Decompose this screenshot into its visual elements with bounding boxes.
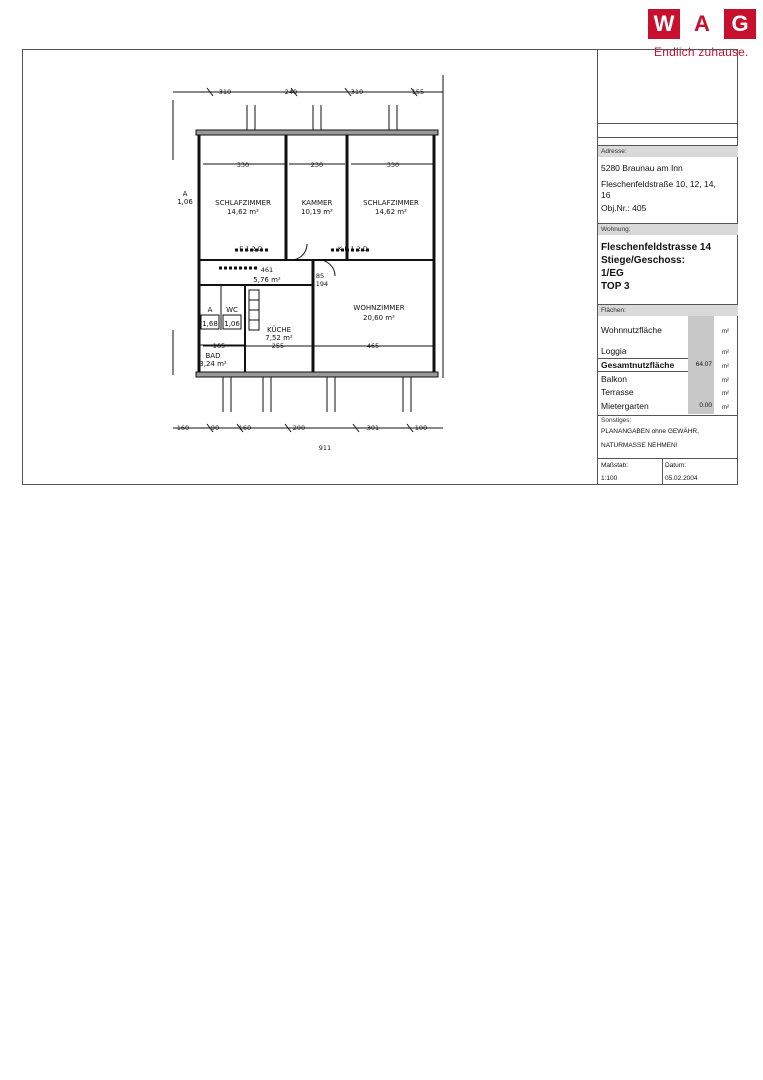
- apartment-stair-label: Stiege/Geschoss:: [601, 255, 685, 266]
- apartment-floor: 1/EG: [601, 268, 624, 279]
- dim-room-3: 330: [386, 161, 400, 169]
- room-wohnzimmer-name: WOHNZIMMER: [353, 304, 405, 312]
- notes-header: Sonstiges:: [601, 417, 632, 424]
- area-row-terrasse: Terrasse m²: [601, 387, 729, 397]
- area-row-loggia: Loggia m²: [601, 346, 729, 356]
- info-panel: [597, 50, 737, 484]
- room-abstell-area: 1,68: [202, 320, 218, 328]
- logo-letter-g: G: [724, 9, 756, 39]
- divider: [598, 123, 738, 124]
- dim-top-4: 155: [411, 88, 425, 96]
- dim-bottom-5: 301: [366, 424, 380, 432]
- dim-wohn: 465: [366, 342, 380, 350]
- dim-top-2: 240: [284, 88, 298, 96]
- dim-85: 85: [315, 272, 325, 280]
- room-bad-area: 3,24 m²: [199, 360, 227, 368]
- room-schlafzimmer-2-name: SCHLAFZIMMER: [363, 199, 419, 207]
- divider: [598, 415, 738, 416]
- divider: [598, 371, 688, 372]
- dim-bottom-2: 90: [210, 424, 220, 432]
- room-vorraum-area: 5,76 m²: [253, 276, 281, 284]
- areas-header: Flächen:: [598, 304, 738, 316]
- address-city: 5280 Braunau am Inn: [601, 163, 683, 173]
- label-radiator-2: K E 1 2 D: [338, 245, 368, 253]
- room-bad-name: BAD: [205, 352, 221, 360]
- area-row-mietergarten: Mietergarten 0.00 m²: [601, 401, 729, 411]
- notes-line-1: PLANANGABEN ohne GEWÄHR,: [601, 428, 699, 435]
- dim-top-3: 310: [350, 88, 364, 96]
- room-abstell-2-name: A: [182, 190, 188, 198]
- room-abstell-2-area: 1,06: [177, 198, 193, 206]
- room-wohnzimmer-area: 20,60 m²: [363, 314, 395, 322]
- plan-frame: [22, 49, 738, 485]
- dim-room-1: 330: [236, 161, 250, 169]
- area-row-wohnnutzflaeche: Wohnnutzfläche m²: [601, 325, 729, 335]
- apartment-street: Fleschenfeldstrasse 14: [601, 242, 712, 253]
- divider: [598, 458, 738, 459]
- room-schlafzimmer-2-area: 14,62 m²: [375, 208, 407, 216]
- room-schlafzimmer-1-area: 14,62 m²: [227, 208, 259, 216]
- date-label: Datum:: [665, 462, 686, 469]
- scale-label: Maßstab:: [601, 462, 629, 469]
- room-abstell-name: A: [207, 306, 213, 314]
- dim-bottom-3: 160: [238, 424, 252, 432]
- room-kueche-area: 7,52 m²: [265, 334, 293, 342]
- dim-461: 461: [260, 266, 274, 274]
- areas-section: [598, 304, 738, 414]
- dim-total: 911: [318, 444, 332, 452]
- address-section: [598, 145, 738, 214]
- room-schlafzimmer-1-name: SCHLAFZIMMER: [215, 199, 271, 207]
- notes-line-2: NATURMASSE NEHMEN!: [601, 442, 678, 449]
- date-value: 05.02.2004: [665, 475, 698, 482]
- apartment-header: Wohnung:: [598, 223, 738, 235]
- apartment-section: [598, 223, 738, 293]
- floor-plan: [23, 50, 597, 484]
- dim-194: 194: [315, 280, 329, 288]
- logo-tagline: Endlich zuhause.: [654, 45, 749, 59]
- room-kueche-name: KÜCHE: [266, 326, 292, 334]
- scale-value: 1:100: [601, 475, 618, 482]
- logo-letter-w: W: [648, 9, 680, 39]
- room-wc-name: WC: [226, 306, 238, 314]
- address-street: Fleschenfeldstraße 10, 12, 14,: [601, 179, 716, 189]
- area-row-balkon: Balkon m²: [601, 374, 729, 384]
- dim-top-1: 310: [218, 88, 232, 96]
- room-wc-area: 1,06: [224, 320, 240, 328]
- label-radiator-1: E 1 2 D: [239, 245, 263, 253]
- room-kammer-area: 10,19 m²: [301, 208, 333, 216]
- dim-room-2: 230: [310, 161, 324, 169]
- address-header: Adresse:: [598, 145, 738, 157]
- dim-bad: 165: [212, 342, 226, 350]
- object-number: Obj.Nr.: 405: [601, 203, 647, 213]
- divider: [598, 137, 738, 138]
- date-section: [662, 460, 738, 484]
- dim-bottom-4: 200: [292, 424, 306, 432]
- address-street-cont: 16: [601, 190, 611, 200]
- room-kammer-name: KAMMER: [301, 199, 333, 207]
- notes-section: [598, 415, 738, 451]
- dim-bottom-1: 160: [176, 424, 190, 432]
- dim-kueche: 255: [271, 342, 285, 350]
- logo-letter-a: A: [686, 9, 718, 39]
- divider: [598, 358, 688, 359]
- dim-bottom-6: 100: [414, 424, 428, 432]
- area-row-gesamtnutzflaeche: Gesamtnutzfläche 64.07 m²: [598, 359, 738, 371]
- apartment-top: TOP 3: [601, 281, 630, 292]
